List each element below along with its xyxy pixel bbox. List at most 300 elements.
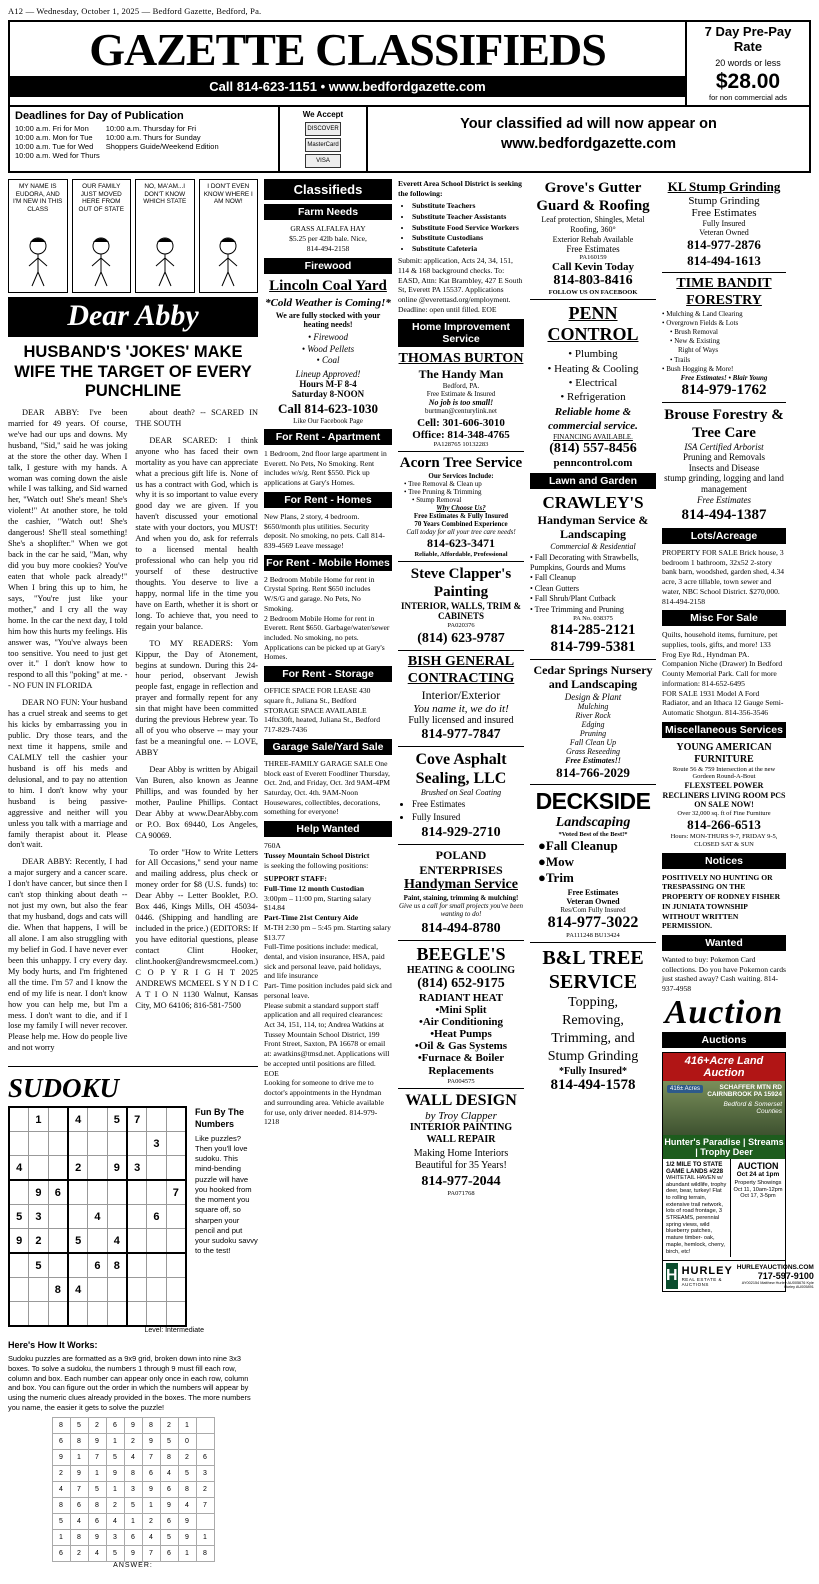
answer-cell (196, 1417, 214, 1433)
ad-phone[interactable]: 814-799-5381 (550, 638, 636, 655)
sudoku-cell[interactable]: 5 (9, 1205, 29, 1229)
ad-phone[interactable]: Call 814-623-1030 (277, 400, 379, 416)
ad-line: $5.25 per 42lb bale. Nice, (289, 234, 367, 244)
sudoku-cell[interactable] (68, 1302, 88, 1327)
character-figure-icon (148, 236, 182, 288)
sudoku-cell[interactable]: 8 (48, 1278, 68, 1302)
answer-cell: 6 (196, 1449, 214, 1465)
ad-location: Route 56 & 759 Intersection at the new Gordeen Round-A-Bout (672, 765, 776, 781)
sudoku-cell[interactable] (29, 1132, 48, 1156)
divider (398, 746, 524, 747)
sudoku-cell[interactable] (48, 1302, 68, 1327)
ad-tag: Reliable, Affordable, Professional (414, 550, 508, 558)
ad-phone[interactable]: (814) 557-8456 (549, 440, 637, 456)
sudoku-cell[interactable] (166, 1253, 186, 1278)
answer-cell: 9 (160, 1497, 178, 1513)
dear-abby-text (8, 408, 258, 1060)
sudoku-cell[interactable] (127, 1229, 147, 1254)
rent-homes-ad: New Plans, 2 story, 4 bedroom. $650/month plus utilities. Security deposit. No smoking, no pets. Call 814-839-4569 Leave message! (264, 511, 385, 550)
section-rent-homes: For Rent - Homes (264, 492, 392, 508)
ad-line: Res/Com Fully Insured (560, 905, 626, 914)
ad-phone[interactable]: 814-285-2121 (550, 621, 636, 638)
ad-item: Grass Reseeding (566, 746, 620, 756)
sudoku-cell[interactable] (127, 1302, 147, 1327)
auction-ad[interactable] (662, 1052, 814, 1292)
ad-item: • Mulching & Land Clearing (662, 310, 743, 319)
auction-wordmark: Auction (664, 993, 784, 1031)
ad-line: Paint, staining, trimming & mulching! (403, 894, 519, 903)
job-line: Full-Time 12 month Custodian (264, 883, 365, 893)
sudoku-cell[interactable] (127, 1205, 147, 1229)
company-phone[interactable]: 717-597-9100 (757, 1270, 814, 1281)
ad-company: TIME BANDIT FORESTRY (676, 276, 772, 309)
ad-facebook-note: FOLLOW US ON FACEBOOK (548, 289, 638, 297)
sudoku-cell[interactable] (127, 1180, 147, 1205)
table-row (15, 133, 225, 142)
ad-location: Bedford, PA. (442, 381, 480, 390)
ad-item: •Furnace & Boiler Replacements (417, 1051, 505, 1077)
ad-phone[interactable]: 814-979-1762 (681, 381, 767, 398)
help-wanted-num: 760A (264, 841, 281, 851)
section-auctions: Auctions (662, 1032, 786, 1048)
page-body (8, 179, 814, 1569)
answer-cell: 9 (124, 1417, 142, 1433)
rate-note: for non commercial ads (709, 93, 787, 103)
answer-cell: 2 (52, 1465, 70, 1481)
answer-cell: 6 (52, 1433, 70, 1449)
ad-item: Edging (581, 719, 605, 729)
answer-cell: 2 (70, 1545, 88, 1561)
sudoku-cell[interactable]: 4 (88, 1205, 107, 1229)
sudoku-cell[interactable] (147, 1302, 166, 1327)
sudoku-cell[interactable] (68, 1205, 88, 1229)
ad-tagline: Commercial & Residential (550, 541, 636, 551)
ad-line: 814-494-2158 (306, 243, 350, 253)
kl-stump-ad (662, 179, 786, 269)
ad-phone[interactable]: 814-977-2044 (421, 1174, 501, 1190)
ad-item: • Heating & Cooling (547, 362, 639, 375)
dear-abby-headline: HUSBAND'S 'JOKES' MAKE WIFE THE TARGET OF EVERY PUNCHLINE (14, 343, 252, 401)
ad-cell[interactable]: Cell: 301-606-3010 (417, 416, 505, 429)
rent-storage-ad: STORAGE SPACE AVAILABLE 14ftx30ft, heated, Juliana St., Bedford (264, 705, 380, 725)
table-row (52, 1513, 214, 1529)
divider (530, 784, 656, 785)
young-american-ad (662, 742, 786, 849)
sudoku-body (8, 1106, 258, 1327)
ad-financing: FINANCING AVAILABLE. (553, 432, 633, 441)
rent-storage-phone[interactable]: 717-829-7436 (264, 725, 308, 735)
ad-item: Fall Clean Up (569, 737, 617, 747)
sudoku-cell[interactable]: 9 (29, 1180, 48, 1205)
rent-mobile-ad: Applications can be picked up at Gary's Homes. (264, 642, 385, 662)
sudoku-cell[interactable]: 3 (29, 1205, 48, 1229)
divider (398, 561, 524, 562)
sudoku-cell[interactable]: 6 (88, 1253, 107, 1278)
answer-cell: 2 (142, 1513, 160, 1529)
answer-cell: 1 (196, 1529, 214, 1545)
ad-line: Exterior Rehab Available (552, 234, 634, 244)
answer-cell: 5 (88, 1481, 106, 1497)
divider (530, 659, 656, 660)
sudoku-cell[interactable]: 7 (166, 1180, 186, 1205)
answer-cell: 7 (142, 1449, 160, 1465)
sudoku-cell[interactable]: 1 (29, 1107, 48, 1132)
company-name: HURLEY (681, 1265, 733, 1278)
ad-phone[interactable]: (814) 623-9787 (417, 631, 505, 647)
sudoku-cell[interactable]: 8 (107, 1253, 127, 1278)
comic-caption: I DON'T EVEN KNOW WHERE I AM NOW! (203, 183, 253, 206)
answer-cell: 9 (142, 1481, 160, 1497)
section-home-improvement: Home Improvement Service (398, 319, 524, 347)
section-firewood: Firewood (264, 258, 392, 274)
ad-phone[interactable]: 814-494-1578 (550, 1077, 636, 1094)
sudoku-cell[interactable] (88, 1180, 107, 1205)
sudoku-cell[interactable] (127, 1132, 147, 1156)
cove-asphalt-ad (398, 750, 524, 842)
ad-office[interactable]: Office: 814-348-4765 (412, 428, 510, 441)
ad-hours: Hours M-F 8-4 (299, 378, 357, 389)
ad-company: Acorn Tree Service (399, 454, 523, 471)
ad-item: • Fall Shrub/Plant Cutback (530, 594, 616, 604)
ad-email[interactable]: burtman@centurylink.net (425, 406, 497, 415)
ad-line: Give us a call for small projects you've been wanting to do! (398, 902, 524, 919)
column-left (8, 179, 258, 1568)
rent-storage-ad: OFFICE SPACE FOR LEASE 430 square ft., Juliana St., Bedford (264, 686, 371, 705)
sudoku-cell[interactable] (147, 1156, 166, 1181)
answer-cell: 9 (106, 1465, 124, 1481)
sudoku-cell[interactable] (68, 1253, 88, 1278)
answer-cell: 1 (124, 1513, 142, 1529)
sudoku-cell[interactable] (166, 1302, 186, 1327)
sudoku-cell[interactable] (166, 1229, 186, 1254)
answer-cell: 6 (142, 1465, 160, 1481)
sudoku-cell[interactable] (48, 1205, 68, 1229)
sudoku-cell[interactable] (88, 1302, 107, 1327)
masthead-main (10, 22, 687, 105)
sudoku-cell[interactable]: 3 (127, 1156, 147, 1181)
auction-farm-address: SCHAFFER MTN RD CAIRNBROOK PA 15924 (707, 1083, 782, 1099)
ad-item: •Mini Split (435, 1003, 487, 1016)
ad-phone[interactable]: 814-623-3471 (427, 535, 495, 550)
ad-free: Free Estimates (697, 494, 751, 505)
table-row (52, 1449, 214, 1465)
deadline-cell: 10:00 a.m. Wed for Thurs (15, 151, 100, 161)
ad-item: • Refrigeration (560, 391, 626, 404)
ad-phone[interactable]: 814-494-8780 (421, 920, 501, 936)
ad-line: GRASS ALFALFA HAY (290, 224, 366, 234)
sudoku-cell[interactable] (107, 1180, 127, 1205)
sudoku-cell[interactable] (9, 1302, 29, 1327)
sudoku-cell[interactable] (88, 1132, 107, 1156)
answer-cell: 5 (160, 1529, 178, 1545)
ad-code: PA020376 (447, 622, 475, 630)
sudoku-cell[interactable] (147, 1229, 166, 1254)
wall-design-ad (398, 1092, 524, 1197)
auction-aerial-photo (663, 1081, 785, 1135)
section-lawn-garden: Lawn and Garden (530, 473, 656, 489)
ad-line: Veteran Owned (699, 228, 749, 238)
sudoku-block (8, 1073, 258, 1568)
answer-cell: 6 (106, 1417, 124, 1433)
sudoku-sidebar-title: Fun By The Numbers (194, 1107, 244, 1130)
table-row (9, 1132, 186, 1156)
divider (398, 650, 524, 651)
ad-item: Mulching (577, 701, 609, 711)
sudoku-cell[interactable] (88, 1156, 107, 1181)
ad-item: • Firewood (307, 331, 349, 342)
answer-cell: 9 (70, 1465, 88, 1481)
rate-title: 7 Day Pre-Pay Rate (704, 24, 792, 54)
sudoku-cell[interactable] (166, 1132, 186, 1156)
deadlines-title: Deadlines for Day of Publication (15, 110, 184, 123)
auction-county: Bedford & Somerset Counties (723, 1100, 782, 1116)
sudoku-cell[interactable] (29, 1278, 48, 1302)
deadline-cell: 10:00 a.m. Tue for Wed (15, 142, 94, 152)
answer-cell: 3 (106, 1529, 124, 1545)
sudoku-cell[interactable] (68, 1180, 88, 1205)
table-row (9, 1180, 186, 1205)
divider (530, 299, 656, 300)
ad-phone[interactable]: 814-929-2710 (421, 825, 501, 841)
ad-item: • New & Existing (670, 337, 720, 346)
ad-phone[interactable]: 814-977-7847 (421, 726, 501, 742)
column-services-1 (398, 179, 524, 1568)
ad-phone[interactable]: 814-766-2029 (556, 764, 630, 780)
company-license: AY002154 Matthew Hurley AU005676 Kyle Hurley AU005891 (741, 1280, 814, 1289)
ad-code: PA004575 (447, 1078, 475, 1086)
sudoku-cell[interactable] (9, 1180, 29, 1205)
sudoku-cell[interactable] (9, 1278, 29, 1302)
table-row (52, 1529, 214, 1545)
sudoku-cell[interactable]: 4 (68, 1278, 88, 1302)
sudoku-cell[interactable] (166, 1156, 186, 1181)
ad-phone[interactable]: 814-494-1613 (687, 253, 761, 269)
ad-line: Leaf protection, Shingles, Metal Roofing, 360° (541, 215, 645, 235)
rate-price: $28.00 (715, 70, 781, 94)
ad-sub: Handyman Service (404, 877, 518, 893)
ad-item: Pruning (579, 728, 607, 738)
section-misc-for-sale: Misc For Sale (662, 610, 786, 626)
answer-cell: 2 (106, 1497, 124, 1513)
ad-item: Trimming, and (551, 1031, 635, 1047)
ad-phone[interactable]: (814) 652-9175 (417, 975, 505, 991)
acorn-ad (398, 455, 524, 558)
ad-item: • Tree Trimming and Pruning (530, 604, 624, 614)
auction-date: Oct 24 at 1pm (736, 1170, 780, 1178)
deadlines-table (15, 124, 225, 160)
sudoku-cell[interactable] (107, 1132, 127, 1156)
page-header: A12 — Wednesday, October 1, 2025 — Bedford Gazette, Bedford, Pa. (8, 6, 262, 16)
answer-cell: 3 (196, 1465, 214, 1481)
sudoku-sidebar-text: Like puzzles? Then you'll love sudoku. This mind-bending puzzle will have you hooked from the moment you square off, so sharpen your pencil and put your sudoku savvy to the test! (194, 1133, 258, 1256)
ad-company: KL Stump Grinding (667, 179, 781, 195)
table-row (52, 1497, 214, 1513)
answer-cell: 9 (178, 1513, 196, 1529)
answer-cell: 2 (160, 1417, 178, 1433)
ad-phone[interactable]: 814-803-8416 (553, 273, 633, 289)
abby-paragraph: DEAR ABBY: Recently, I had a major surgery and a cancer scare. I don't have cancer, but since then I can't stop thinking about death -- not just my own, but also the fear that my husband, dogs and cats will die. When that happens, I will be all alone. I am also struggling with my belief in God. I have never ever been this unhappy. I cry every day. My body hurts, and I'm frightened all the time. I'm 57 and I know the end of my life is near. I don't know how you can help me, but I'm a mess. I don't want to die, and if I lose my family I will never recover. Please help me. How do people live and not worry (8, 857, 128, 1053)
sudoku-grid[interactable] (8, 1106, 187, 1327)
abby-paragraph: DEAR NO FUN: Your husband has a cruel streak and seems to get his kicks by embarrassing you in public. Dry those tears, and the next time it happens, smile and CALMLY tell the cashier your husband is off his meds and delusional, and to pay no attention to him. I don't know why your husband is being passive-aggressive and neither will you unless you talk with a marriage and family therapist about it. Please don't wait. (8, 698, 128, 850)
sudoku-cell[interactable]: 2 (68, 1156, 88, 1181)
ad-by: by Troy Clapper (425, 1110, 497, 1123)
sudoku-howto (8, 1340, 258, 1412)
ad-item: • Wood Pellets (301, 343, 355, 354)
sudoku-cell[interactable]: 5 (29, 1253, 48, 1278)
job-paragraph: Part- Time position includes paid sick and personal leave. (264, 981, 392, 1000)
answer-cell: 6 (160, 1513, 178, 1529)
list-item: • Fully Insured (412, 812, 524, 824)
sudoku-cell[interactable]: 4 (9, 1156, 29, 1181)
ad-phone[interactable]: 814-494-1387 (681, 506, 767, 523)
sudoku-cell[interactable]: 5 (107, 1107, 127, 1132)
answer-cell: 1 (88, 1465, 106, 1481)
sudoku-cell[interactable] (9, 1107, 29, 1132)
beegle-ad (398, 944, 524, 1085)
auction-company-footer (663, 1260, 814, 1291)
sudoku-cell[interactable] (88, 1278, 107, 1302)
answer-cell: 3 (124, 1481, 142, 1497)
sudoku-cell[interactable] (127, 1278, 147, 1302)
sudoku-cell[interactable] (107, 1302, 127, 1327)
company-site[interactable]: HURLEYAUCTIONS.COM (736, 1263, 814, 1271)
ad-tagline: Reliable home & commercial service. (548, 406, 638, 432)
sudoku-answer-grid (52, 1417, 215, 1562)
time-bandit-ad (662, 276, 786, 398)
ad-call: Call today for all your tree care needs! (406, 527, 516, 536)
answer-cell: 6 (160, 1481, 178, 1497)
sudoku-cell[interactable] (48, 1156, 68, 1181)
cove-services (398, 799, 524, 823)
sudoku-cell[interactable] (166, 1205, 186, 1229)
ad-line: Making Home Interiors Beautiful for 35 Years! (413, 1148, 509, 1172)
section-lots-acreage: Lots/Acreage (662, 528, 786, 544)
ad-code: PA No. 038375 (573, 614, 613, 622)
divider (398, 451, 524, 452)
promo-line-2[interactable]: www.bedfordgazette.com (500, 136, 677, 153)
ad-item: • Tree Pruning & Trimming (404, 487, 482, 496)
sudoku-cell[interactable] (48, 1253, 68, 1278)
sudoku-cell[interactable] (88, 1229, 107, 1254)
sudoku-cell[interactable] (48, 1229, 68, 1254)
sudoku-cell[interactable]: 9 (9, 1229, 29, 1254)
ad-company: B&L TREE SERVICE (542, 946, 644, 993)
sudoku-cell[interactable] (9, 1253, 29, 1278)
answer-cell: 2 (124, 1433, 142, 1449)
answer-cell: 5 (106, 1545, 124, 1561)
ad-line: No job is too small! (428, 397, 494, 407)
sudoku-cell[interactable]: 6 (48, 1180, 68, 1205)
ad-company: YOUNG AMERICAN FURNITURE (676, 741, 772, 765)
answer-cell: 4 (142, 1529, 160, 1545)
answer-cell: 9 (52, 1449, 70, 1465)
divider (8, 1066, 258, 1067)
ad-hours: Saturday 8-NOON (291, 388, 365, 399)
ad-company: Cedar Springs Nursery and Landscaping (533, 662, 653, 692)
sudoku-cell[interactable] (88, 1107, 107, 1132)
table-row (15, 151, 225, 160)
clapper-painting-ad (398, 565, 524, 648)
section-rent-storage: For Rent - Storage (264, 666, 392, 682)
sudoku-cell[interactable] (147, 1107, 166, 1132)
sudoku-cell[interactable] (166, 1278, 186, 1302)
penn-control-ad (530, 303, 656, 469)
ad-free: Free Estimates & Fully Insured (413, 511, 509, 520)
section-help-wanted: Help Wanted (264, 821, 392, 837)
ad-item: Topping, (568, 994, 618, 1010)
table-row (9, 1302, 186, 1327)
ad-site[interactable]: penncontrol.com (553, 456, 633, 469)
sudoku-cell[interactable]: 4 (68, 1107, 88, 1132)
ad-phone[interactable]: 814-977-3022 (547, 913, 639, 931)
ad-sub: Our Services Include: (428, 471, 494, 480)
sudoku-cell[interactable] (107, 1278, 127, 1302)
ad-tagline: *Cold Weather is Coming!* (265, 296, 391, 309)
answer-cell: 9 (88, 1529, 106, 1545)
sudoku-cell[interactable] (147, 1253, 166, 1278)
sudoku-cell[interactable] (107, 1205, 127, 1229)
ad-item: •Air Conditioning (418, 1015, 504, 1028)
sudoku-cell[interactable] (29, 1302, 48, 1327)
sudoku-cell[interactable]: 3 (147, 1132, 166, 1156)
answer-cell: 2 (178, 1449, 196, 1465)
support-staff-head: SUPPORT STAFF: (264, 874, 327, 884)
masthead (8, 20, 811, 107)
deadline-cell: 10:00 a.m. Thursday for Fri (105, 124, 197, 134)
character-figure-icon (211, 236, 245, 288)
sudoku-cell[interactable] (127, 1253, 147, 1278)
sudoku-cell[interactable] (48, 1132, 68, 1156)
ad-line: Over 32,000 sq. ft of Fine Furniture (677, 810, 771, 818)
ad-phone[interactable]: 814-266-6513 (687, 817, 761, 833)
divider (662, 402, 786, 403)
ad-line: Stump Grinding (688, 195, 760, 208)
sudoku-cell[interactable] (147, 1278, 166, 1302)
table-row (9, 1278, 186, 1302)
sudoku-cell[interactable]: 7 (127, 1107, 147, 1132)
answer-cell: 4 (124, 1449, 142, 1465)
masthead-call-line[interactable]: Call 814-623-1151 • www.bedfordgazette.com (10, 76, 685, 97)
sudoku-cell[interactable] (29, 1156, 48, 1181)
school-district-title: Everett Area School District is seeking the following: (398, 179, 522, 199)
sudoku-cell[interactable] (9, 1132, 29, 1156)
ad-item: • Clean Gutters (530, 583, 580, 593)
divider (662, 272, 786, 273)
ad-item: ●Mow (538, 853, 575, 869)
sudoku-cell[interactable]: 5 (68, 1229, 88, 1254)
sudoku-cell[interactable]: 6 (147, 1205, 166, 1229)
sudoku-cell[interactable]: 2 (29, 1229, 48, 1254)
answer-cell: 1 (142, 1497, 160, 1513)
ad-company: Lincoln Coal Yard (269, 277, 387, 294)
sudoku-cell[interactable] (68, 1132, 88, 1156)
answer-cell: 9 (142, 1433, 160, 1449)
list-item: • Free Estimates (412, 799, 524, 811)
ad-phone[interactable]: 814-977-2876 (687, 237, 761, 253)
answer-cell: 5 (70, 1417, 88, 1433)
answer-cell: 4 (52, 1481, 70, 1497)
ad-item: • Stump Removal (412, 495, 462, 504)
sudoku-cell[interactable] (48, 1107, 68, 1132)
sudoku-cell[interactable]: 4 (107, 1229, 127, 1254)
answer-cell: 0 (178, 1433, 196, 1449)
sudoku-cell[interactable] (166, 1107, 186, 1132)
ad-company: Cove Asphalt Sealing, LLC (415, 750, 507, 787)
sudoku-cell[interactable] (147, 1180, 166, 1205)
sudoku-cell[interactable]: 9 (107, 1156, 127, 1181)
ad-veteran: Veteran Owned (566, 896, 620, 906)
table-row (9, 1205, 186, 1229)
